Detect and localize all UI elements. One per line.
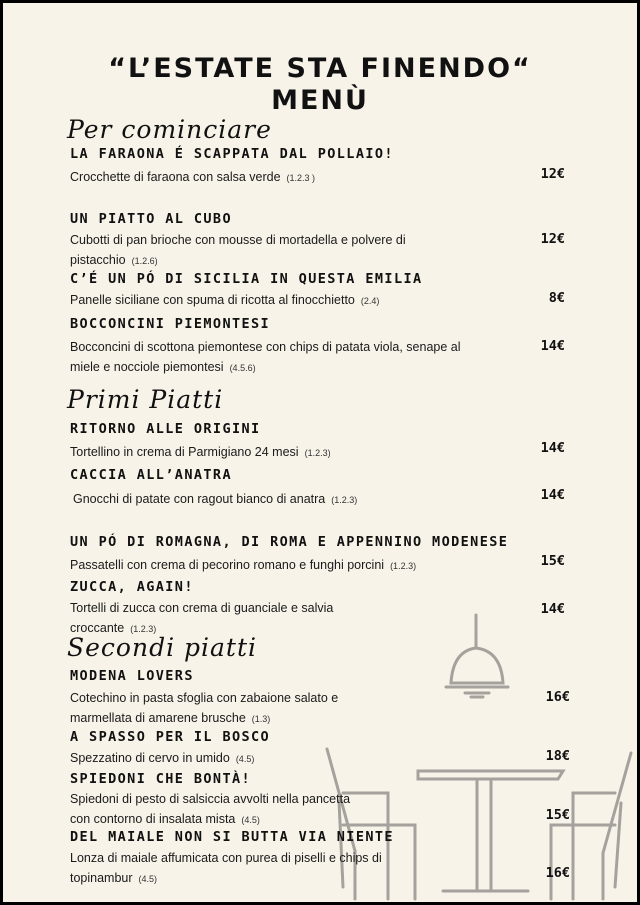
dish-name: CACCIA ALL’ANATRA [70,467,232,483]
dish-description: Spezzatino di cervo in umido (4.5) [70,751,255,765]
dish-description: Cotechino in pasta sfoglia con zabaione salato e marmellata di amarene brusche (1.3) [70,691,339,725]
dish-name: RITORNO ALLE ORIGINI [70,421,261,437]
allergen-codes: (1.2.3) [130,623,157,634]
allergen-codes: (4.5) [235,754,255,764]
dish-price: 16€ [545,689,570,705]
dish-name: SPIEDONI CHE BONTÀ! [70,771,252,787]
dish-description: Spiedoni di pesto di salsiccia avvolti nella pancetta con contorno di insalata mista (4.5) [70,792,351,826]
allergen-codes: (1.3) [251,713,271,724]
dish-description: Gnocchi di patate con ragout bianco di anatra (1.2.3) [73,492,358,506]
allergen-codes: (1.2.3) [304,448,331,458]
dish-price: 14€ [540,487,565,503]
dish-price: 12€ [540,166,565,182]
dish-description: Cubotti di pan brioche con mousse di mortadella e polvere di pistacchio (1.2.6) [70,233,406,267]
allergen-codes: (4.5) [241,814,260,825]
allergen-codes: (4.5) [138,873,158,884]
dish-name: DEL MAIALE NON SI BUTTA VIA NIENTE [70,829,394,845]
section-title-secondi-piatti: Secondi piatti [67,633,258,662]
dish-name: A SPASSO PER IL BOSCO [70,729,271,745]
dish-name: MODENA LOVERS [70,668,194,684]
dish-name: LA FARAONA É SCAPPATA DAL POLLAIO! [70,146,394,162]
dish-price: 15€ [540,553,565,569]
menu-subtitle: MENÙ [271,85,369,116]
allergen-codes: (1.2.3) [331,495,358,505]
menu-page [3,3,637,902]
dish-name: C’É UN PÓ DI SICILIA IN QUESTA EMILIA [70,271,423,287]
dish-description: Bocconcini di scottona piemontese con chips di patata viola, senape al miele e nocciole piemontesi (4.5.6) [70,340,461,374]
allergen-codes: (2.4) [360,296,380,306]
section-title-primi-piatti: Primi Piatti [67,385,224,414]
dish-price: 12€ [540,231,565,247]
dish-price: 14€ [540,440,565,456]
menu-title: “L’ESTATE STA FINENDO“ [108,53,532,84]
dish-description: Lonza di maiale affumicata con purea di piselli e chips di topinambur (4.5) [70,851,382,885]
dish-description: Tortelli di zucca con crema di guanciale e salvia croccante (1.2.3) [70,601,334,635]
dish-name: BOCCONCINI PIEMONTESI [70,316,271,332]
dish-name: ZUCCA, AGAIN! [70,579,194,595]
dish-description: Crocchette di faraona con salsa verde (1.2.3 ) [70,170,316,184]
dish-price: 8€ [548,290,565,306]
dish-price: 14€ [540,601,565,617]
dish-name: UN PÓ DI ROMAGNA, DI ROMA E APPENNINO MODENESE [70,534,509,550]
dish-price: 14€ [540,338,565,354]
dish-description: Tortellino in crema di Parmigiano 24 mesi (1.2.3) [70,445,331,459]
dish-description: Panelle siciliane con spuma di ricotta al finocchietto (2.4) [70,293,380,307]
dish-price: 16€ [545,865,570,881]
dish-name: UN PIATTO AL CUBO [70,211,232,227]
allergen-codes: (1.2.3) [390,561,417,571]
allergen-codes: (1.2.3 ) [286,173,316,183]
allergen-codes: (4.5.6) [229,362,256,373]
dish-price: 15€ [545,807,570,823]
allergen-codes: (1.2.6) [131,255,158,266]
dish-price: 18€ [545,748,570,764]
dish-description: Passatelli con crema di pecorino romano e funghi porcini (1.2.3) [70,558,417,572]
section-title-per-cominciare: Per cominciare [67,115,272,144]
